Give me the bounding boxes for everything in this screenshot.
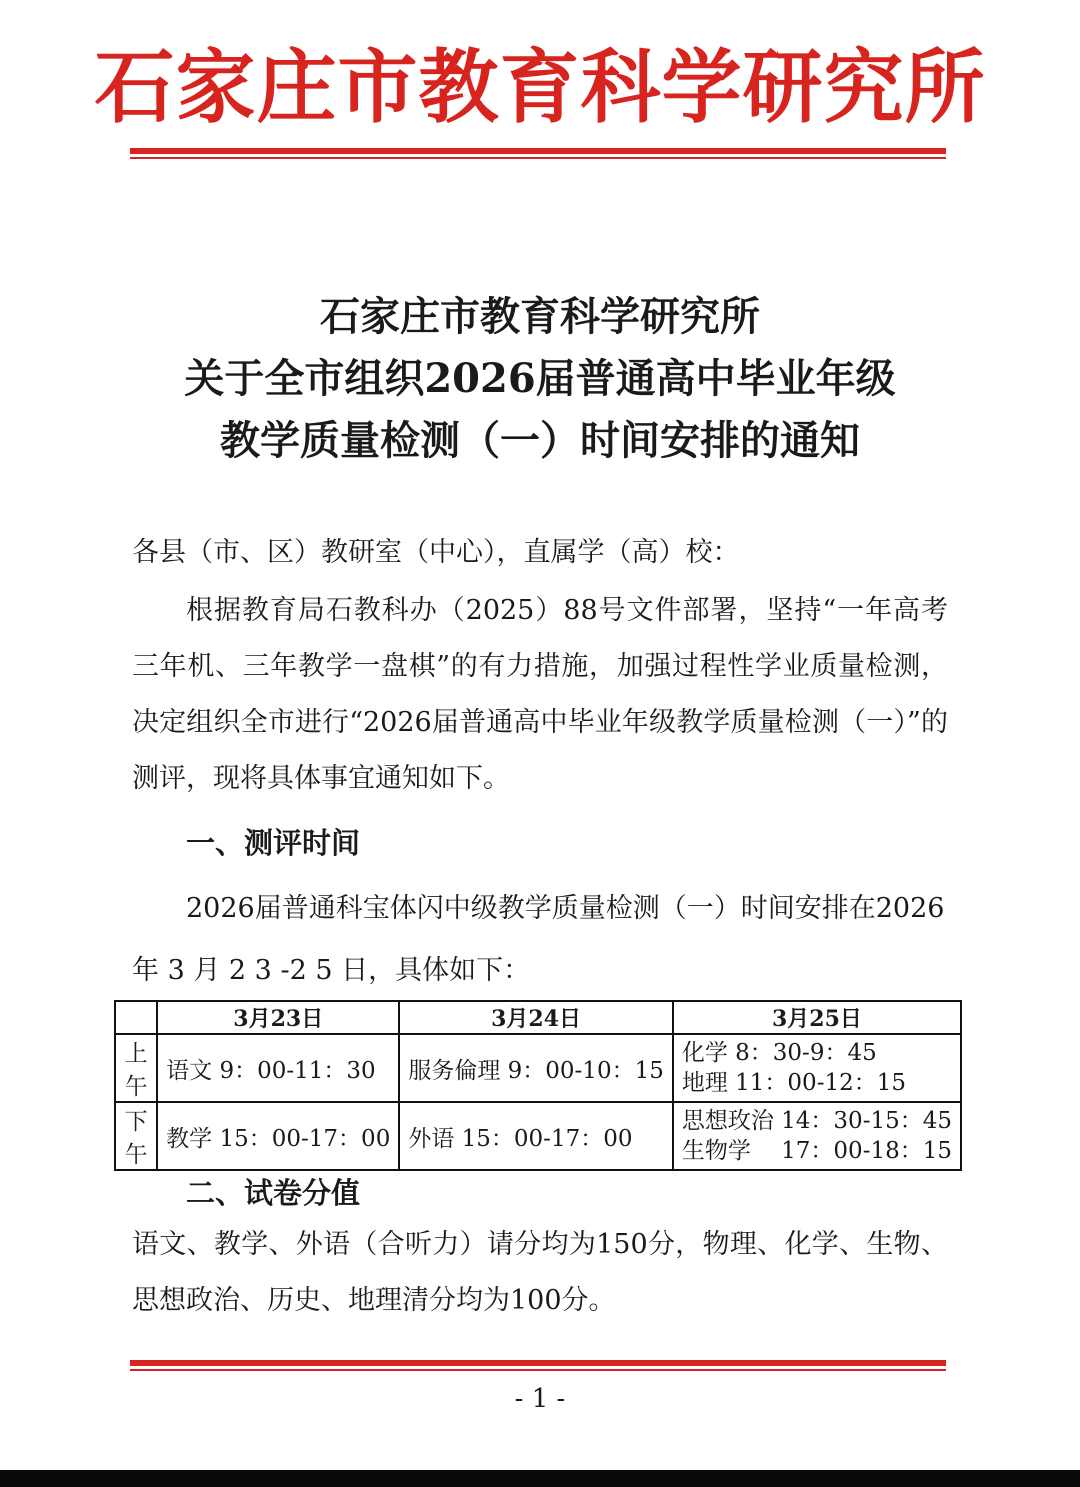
document-title: [0, 286, 1080, 472]
page-number: - 1 -: [514, 1384, 566, 1414]
schedule-table: [114, 1000, 962, 1171]
title-line-3: 教学质量检测（一）时间安排的通知: [220, 417, 860, 464]
title-line-1: 石家庄市教育科学研究所: [320, 293, 760, 340]
section-1-heading: 一、测评时间: [186, 826, 361, 860]
cell-morning-day3-line2: 地理 11：00-12：15: [681, 1070, 906, 1096]
period-afternoon: 下午: [115, 1102, 157, 1170]
cell-morning-day3: [673, 1034, 961, 1102]
schedule-corner: [115, 1001, 157, 1034]
cell-morning-day3-line1: 化学 8：30-9：45: [681, 1040, 877, 1066]
schedule-row-morning: [115, 1034, 961, 1102]
cell-afternoon-day1: 教学 15：00-17：00: [157, 1102, 399, 1170]
section-2-heading: 二、试卷分值: [186, 1176, 361, 1210]
cell-morning-day1: 语文 9：00-11：30: [157, 1034, 399, 1102]
cell-afternoon-day3-line2: 生物学 17：00-18：15: [681, 1138, 952, 1164]
section-2-text: 语文、教学、外语（合听力）请分均为150分，物理、化学、生物、思想政治、历史、地理清分均为100分。: [132, 1229, 948, 1316]
cell-afternoon-day3-line1: 思想玫治 14：30-15：45: [681, 1108, 952, 1134]
bottom-bar: [0, 1470, 1080, 1487]
footer-rule: [130, 1360, 946, 1371]
title-line-2: 关于全市组织2026届普通高中毕业年级: [184, 355, 896, 402]
cell-afternoon-day3: [673, 1102, 961, 1170]
section-1-text: 2026届普通科宝体闪中级教学质量检测（一）时间安排在2026年 3 月 2 3 -2 5 日，具体如下：: [132, 893, 945, 986]
schedule-header-row: [115, 1001, 961, 1034]
intro-paragraph: 根据教育局石教科办（2025）88号文件部署，坚持“一年高考三年机、三年教学一盘棋”的有力措施，加强过程性学业质量检测，决定组织全市进行“2026届普通高中毕业年级教学质量检测（一）”的测评，现将具体事宜通知如下。: [132, 595, 948, 794]
cell-afternoon-day2: 外语 15：00-17：00: [399, 1102, 673, 1170]
period-morning: 上午: [115, 1034, 157, 1102]
cell-morning-day2: 服务倫理 9：00-10：15: [399, 1034, 673, 1102]
masthead: 石家庄市教育科学研究所: [94, 41, 986, 134]
salutation: 各县（市、区）教研室（中心），直属学（高）校：: [132, 537, 740, 568]
schedule-header-day3: 3月25日: [673, 1001, 961, 1034]
masthead-rule: [130, 148, 946, 159]
schedule-header-day2: 3月24日: [399, 1001, 673, 1034]
schedule-header-day1: 3月23日: [157, 1001, 399, 1034]
schedule-row-afternoon: [115, 1102, 961, 1170]
